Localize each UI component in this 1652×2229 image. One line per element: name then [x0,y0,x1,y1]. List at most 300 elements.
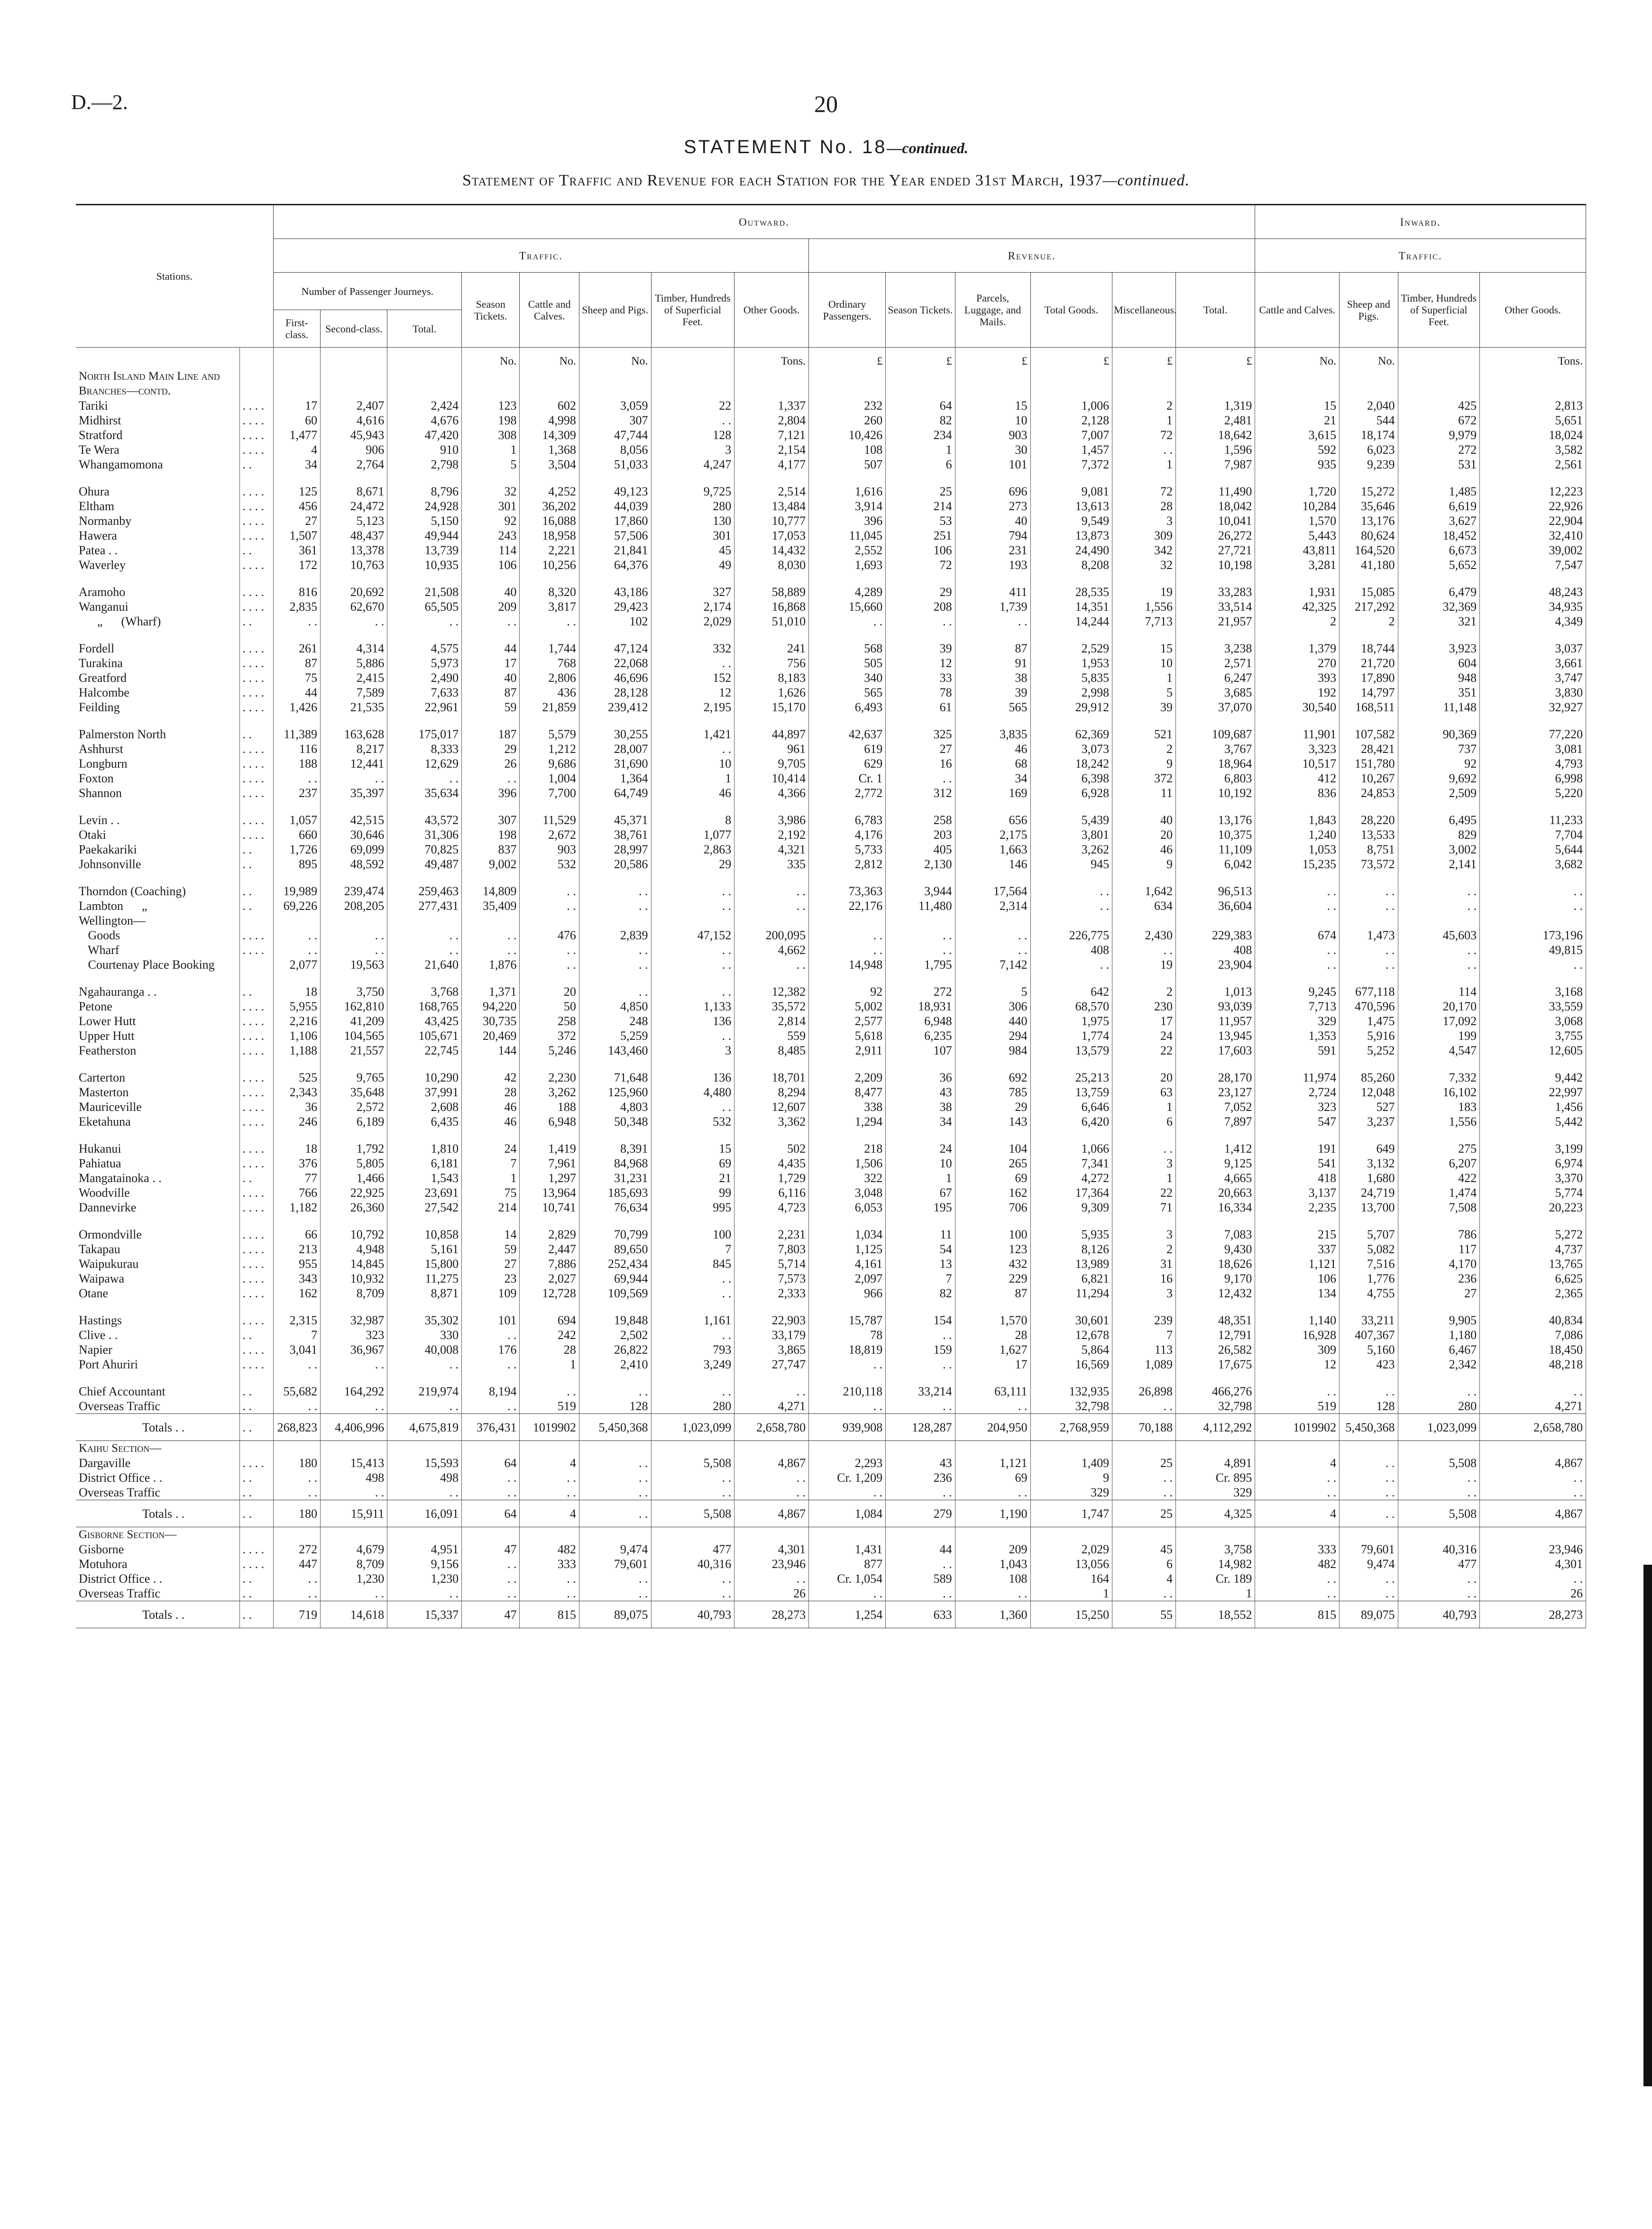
value-cell: 77,220 [1480,727,1586,742]
value-cell: 13,945 [1175,1028,1255,1043]
value-cell: 7,332 [1398,1070,1480,1085]
value-cell: 45 [1112,1542,1176,1557]
empty-cell [462,1527,520,1542]
value-cell: 40 [955,514,1030,528]
value-cell: . . [886,1485,955,1500]
value-cell: 7,142 [955,957,1030,972]
value-cell: 322 [809,1171,886,1185]
station-row [76,1357,1586,1372]
value-cell: 21,535 [321,700,387,715]
value-cell: 106 [1255,1271,1340,1286]
station-row [76,1141,1586,1156]
station-name: Eketahuna [76,1114,239,1129]
value-cell: 18 [273,1141,320,1156]
value-cell: . . [1340,1586,1398,1601]
value-cell: 15 [651,1141,734,1156]
value-cell: 8,333 [387,742,462,756]
value-cell: 332 [651,641,734,656]
value-cell: 54 [886,1242,955,1257]
value-cell: 123 [955,1242,1030,1257]
value-cell: 68 [955,756,1030,771]
value-cell: 76,634 [579,1200,651,1215]
value-cell: 7,007 [1030,428,1112,442]
totals-row [76,1601,1586,1628]
spacer-cell [579,1301,651,1313]
value-cell: 1,161 [651,1313,734,1328]
value-cell: . . [651,1100,734,1114]
value-cell: 143,460 [579,1043,651,1058]
value-cell: 1,319 [1175,398,1255,413]
empty-cell [734,1441,809,1456]
value-cell: 4,616 [321,413,387,428]
value-cell: . . [520,614,579,629]
value-cell: 48,592 [321,857,387,871]
value-cell: 47,420 [387,428,462,442]
value-cell: 5,707 [1340,1227,1398,1242]
value-cell: 44 [886,1542,955,1557]
value-cell: 906 [321,442,387,457]
value-cell: 9,979 [1398,428,1480,442]
value-cell: 3,362 [734,1114,809,1129]
value-cell: 306 [955,999,1030,1014]
value-cell: . . [1480,957,1586,972]
spacer-cell [579,1129,651,1141]
value-cell: 26 [1480,1586,1586,1601]
value-cell: 25 [886,484,955,499]
value-cell: 30,601 [1030,1313,1112,1328]
spacer-cell [1030,472,1112,484]
value-cell: 447 [273,1557,320,1571]
value-cell: 8,709 [321,1557,387,1571]
value-cell [1340,913,1398,928]
value-cell: 2,174 [651,599,734,614]
spacer-cell [273,871,320,884]
spacer-cell [1398,1372,1480,1384]
station-name: Port Ahuriri [76,1357,239,1372]
value-cell: 42,637 [809,727,886,742]
value-cell: 9,309 [1030,1200,1112,1215]
value-cell: 7,713 [1112,614,1176,629]
value-cell: 136 [651,1014,734,1028]
value-cell: 27,747 [734,1357,809,1372]
value-cell: 259,463 [387,884,462,899]
value-cell [462,913,520,928]
value-cell: . . [955,1399,1030,1414]
value-cell: 895 [273,857,320,871]
section-heading: Gisborne Section— [76,1527,239,1542]
value-cell: 6,928 [1030,786,1112,800]
spacer-cell [1398,472,1480,484]
value-cell: 1,744 [520,641,579,656]
value-cell: . . [809,614,886,629]
value-cell: 6,207 [1398,1156,1480,1171]
value-cell: 71 [1112,1200,1176,1215]
spacer-cell [273,972,320,984]
value-cell: 9,002 [462,857,520,871]
value-cell: 5,579 [520,727,579,742]
spacer-cell [239,1058,273,1070]
value-cell: 4,951 [387,1542,462,1557]
value-cell: 307 [462,813,520,827]
empty-cell [1175,1441,1255,1456]
value-cell: 20,469 [462,1028,520,1043]
station-row [76,1085,1586,1100]
value-cell: . . [1255,1571,1340,1586]
value-cell: 125,960 [579,1085,651,1100]
statement-title-suffix: —continued. [887,139,969,156]
spacer-cell [955,572,1030,585]
value-cell: 19,989 [273,884,320,899]
value-cell: 3,262 [520,1085,579,1100]
value-cell: 910 [387,442,462,457]
value-cell: 15 [955,398,1030,413]
spacer-cell [1112,1301,1176,1313]
value-cell: 407,367 [1340,1328,1398,1342]
value-cell [273,913,320,928]
value-cell: 87 [273,656,320,670]
value-cell: 2,998 [1030,685,1112,700]
value-cell: 90,369 [1398,727,1480,742]
value-cell: 84,968 [579,1156,651,1171]
second-class-header: Second-class. [321,310,387,348]
value-cell: 13,989 [1030,1257,1112,1271]
value-cell: 17,364 [1030,1185,1112,1200]
spacer-cell [1030,572,1112,585]
value-cell: 113 [1112,1342,1176,1357]
spacer-cell [579,800,651,813]
spacer-cell [886,1301,955,1313]
value-cell: Cr. 1,209 [809,1470,886,1485]
spacer-cell [520,1215,579,1227]
value-cell: 13,056 [1030,1557,1112,1571]
value-cell: 9,474 [579,1542,651,1557]
value-cell: 20,663 [1175,1185,1255,1200]
value-cell: 31 [1112,1257,1176,1271]
empty-cell [955,1441,1030,1456]
value-cell: 1,140 [1255,1313,1340,1328]
value-cell: 408 [1175,943,1255,957]
spacer-cell [321,871,387,884]
station-row [76,984,1586,999]
leader-dots: . . . . [239,428,273,442]
value-cell: 22,068 [579,656,651,670]
value-cell: 45,371 [579,813,651,827]
value-cell: 7,083 [1175,1227,1255,1242]
value-cell: 1,507 [273,528,320,543]
value-cell: . . [1255,957,1340,972]
value-cell: 4,314 [321,641,387,656]
value-cell: . . [651,413,734,428]
value-cell: 2,333 [734,1286,809,1301]
value-cell: 70,799 [579,1227,651,1242]
value-cell: 7,704 [1480,827,1586,842]
value-cell: 1,023,099 [1398,1414,1480,1441]
value-cell: 11,974 [1255,1070,1340,1085]
station-name: Featherston [76,1043,239,1058]
value-cell: 1,066 [1030,1141,1112,1156]
spacer-cell [239,1215,273,1227]
value-cell: 64,376 [579,558,651,572]
value-cell: 3,944 [886,884,955,899]
spacer-cell [239,972,273,984]
spacer-cell [239,472,273,484]
value-cell: . . [462,1586,520,1601]
value-cell: 7,508 [1398,1200,1480,1215]
statement-subtitle [0,172,1652,190]
spacer-cell [239,629,273,641]
value-cell: 351 [1398,685,1480,700]
value-cell: 5,161 [387,1242,462,1257]
value-cell: 20,223 [1480,1200,1586,1215]
value-cell: . . [273,771,320,786]
leader-dots: . . . . [239,1070,273,1085]
station-row [76,685,1586,700]
value-cell: 1,431 [809,1542,886,1557]
spacer-cell [651,871,734,884]
leader-dots: . . . . [239,1100,273,1114]
value-cell: 1,034 [809,1227,886,1242]
leader-dots: . . . . [239,499,273,514]
value-cell: 1019902 [520,1414,579,1441]
station-name: Wharf [76,943,239,957]
value-cell: 22 [1112,1185,1176,1200]
value-cell: 48,218 [1480,1357,1586,1372]
empty-cell [1030,1527,1112,1542]
value-cell: 40,793 [651,1601,734,1628]
value-cell: 16,102 [1398,1085,1480,1100]
value-cell: 307 [579,413,651,428]
value-cell: 2,407 [321,398,387,413]
value-cell: 519 [1255,1399,1340,1414]
value-cell: 96,513 [1175,884,1255,899]
value-cell: 106 [886,543,955,558]
value-cell: 966 [809,1286,886,1301]
value-cell: 4,867 [734,1500,809,1527]
value-cell: 11,275 [387,1271,462,1286]
empty-cell [1480,1441,1586,1456]
spacer-cell [579,1372,651,1384]
value-cell: 696 [955,484,1030,499]
section-heading: Kaihu Section— [76,1441,239,1456]
value-cell: 261 [273,641,320,656]
value-cell: 325 [886,727,955,742]
empty-cell [955,369,1030,398]
spacer-cell [1255,629,1340,641]
value-cell: 258 [886,813,955,827]
value-cell: 1,456 [1480,1100,1586,1114]
value-cell: 4,737 [1480,1242,1586,1257]
spacer-cell [239,1372,273,1384]
value-cell: . . [273,943,320,957]
value-cell: . . [321,1399,387,1414]
value-cell: 2 [1255,614,1340,629]
value-cell: 29,912 [1030,700,1112,715]
station-name: Foxton [76,771,239,786]
value-cell: 6,673 [1398,543,1480,558]
value-cell: 277,431 [387,899,462,913]
station-name: Ashhurst [76,742,239,756]
spacer-cell [1480,629,1586,641]
value-cell: 26,822 [579,1342,651,1357]
station-name: Waipukurau [76,1257,239,1271]
station-name: Overseas Traffic [76,1485,239,1500]
inward-sheep-header: Sheep and Pigs. [1340,273,1398,348]
spacer-cell [462,871,520,884]
value-cell: 20 [1112,1070,1176,1085]
value-cell: 335 [734,857,809,871]
value-cell: 3,801 [1030,827,1112,842]
value-cell: 5 [462,457,520,472]
value-cell: 82 [886,1286,955,1301]
value-cell: 12,629 [387,756,462,771]
value-cell: 13,700 [1340,1200,1398,1215]
value-cell: 22 [1112,1043,1176,1058]
value-cell: . . [321,928,387,943]
value-cell: 67 [886,1185,955,1200]
spacer-cell [321,1215,387,1227]
leader-dots: . . [239,457,273,472]
spacer-cell [462,1129,520,1141]
leader-dots: . . . . [239,442,273,457]
spacer-cell [387,1301,462,1313]
value-cell: 101 [462,1313,520,1328]
value-cell: 4,161 [809,1257,886,1271]
timber-header: Timber, Hundreds of Superficial Feet. [651,273,734,348]
value-cell: 23,904 [1175,957,1255,972]
spacer-row [76,1058,1586,1070]
value-cell: 8,796 [387,484,462,499]
value-cell: 46 [651,786,734,800]
spacer-cell [809,1058,886,1070]
station-row [76,1185,1586,1200]
value-cell: . . [1255,899,1340,913]
spacer-cell [321,972,387,984]
value-cell: 5,835 [1030,670,1112,685]
section-heading-row [76,369,1586,398]
spacer-cell [273,1372,320,1384]
value-cell: 1,006 [1030,398,1112,413]
value-cell: . . [273,1571,320,1586]
value-cell: . . [387,943,462,957]
statement-title-text: STATEMENT No. 18 [683,137,887,157]
value-cell: 794 [955,528,1030,543]
spacer-cell [321,1058,387,1070]
value-cell: . . [809,1586,886,1601]
value-cell: . . [1398,899,1480,913]
value-cell: . . [1112,1586,1176,1601]
value-cell: 188 [520,1100,579,1114]
value-cell: 35,409 [462,899,520,913]
value-cell: . . [520,884,579,899]
value-cell: 4,325 [1175,1500,1255,1527]
empty-cell [886,369,955,398]
value-cell: 12,432 [1175,1286,1255,1301]
value-cell: 2,315 [273,1313,320,1328]
station-row [76,528,1586,543]
value-cell: 11,529 [520,813,579,827]
spacer-cell [579,1215,651,1227]
value-cell: 185,693 [579,1185,651,1200]
value-cell: . . [1480,1384,1586,1399]
value-cell: 50,348 [579,1114,651,1129]
value-cell: 28,273 [734,1601,809,1628]
value-cell: 30,646 [321,827,387,842]
spacer-cell [1175,1372,1255,1384]
value-cell: 1,477 [273,428,320,442]
station-name: Otane [76,1286,239,1301]
value-cell: 3,582 [1480,442,1586,457]
value-cell: 3,323 [1255,742,1340,756]
spacer-cell [955,472,1030,484]
spacer-cell [579,1058,651,1070]
value-cell: 144 [462,1043,520,1058]
value-cell: 12 [886,656,955,670]
value-cell: 2,415 [321,670,387,685]
value-cell: 105,671 [387,1028,462,1043]
value-cell: 180 [273,1500,320,1527]
value-cell: 3,627 [1398,514,1480,528]
station-row [76,457,1586,472]
value-cell: . . [955,1485,1030,1500]
value-cell: 128 [1340,1399,1398,1414]
value-cell: . . [462,928,520,943]
value-cell: 280 [1398,1399,1480,1414]
empty-cell [579,369,651,398]
value-cell: . . [651,1470,734,1485]
value-cell: 18,626 [1175,1257,1255,1271]
units-row [76,348,1586,369]
spacer-cell [1112,1129,1176,1141]
value-cell: 34 [955,771,1030,786]
station-row [76,727,1586,742]
spacer-cell [809,572,886,585]
station-row [76,957,1586,972]
station-row [76,428,1586,442]
value-cell: 3,750 [321,984,387,999]
value-cell: 1 [1112,670,1176,685]
value-cell: 5 [1112,685,1176,700]
station-row [76,899,1586,913]
value-cell: 602 [520,398,579,413]
value-cell: 14,982 [1175,1557,1255,1571]
station-name: Upper Hutt [76,1028,239,1043]
value-cell: 108 [955,1571,1030,1586]
value-cell: 2,835 [273,599,320,614]
value-cell: 7,516 [1340,1257,1398,1271]
value-cell: . . [651,742,734,756]
value-cell: . . [579,1384,651,1399]
value-cell: 7,987 [1175,457,1255,472]
value-cell: . . [651,1328,734,1342]
station-name: Lower Hutt [76,1014,239,1028]
station-row [76,1043,1586,1058]
station-name: Otaki [76,827,239,842]
empty-cell [1340,1441,1398,1456]
empty-cell [1112,1527,1176,1542]
value-cell: . . [462,1470,520,1485]
spacer-row [76,1129,1586,1141]
spacer-cell [1255,472,1340,484]
value-cell: 53 [886,514,955,528]
sheep-pigs-header: Sheep and Pigs. [579,273,651,348]
value-cell: 40,316 [651,1557,734,1571]
value-cell: 15,911 [321,1500,387,1527]
value-cell: 114 [1398,984,1480,999]
value-cell: 3,758 [1175,1542,1255,1557]
value-cell: 13,613 [1030,499,1112,514]
value-cell: 342 [1112,543,1176,558]
value-cell: 32,798 [1175,1399,1255,1414]
